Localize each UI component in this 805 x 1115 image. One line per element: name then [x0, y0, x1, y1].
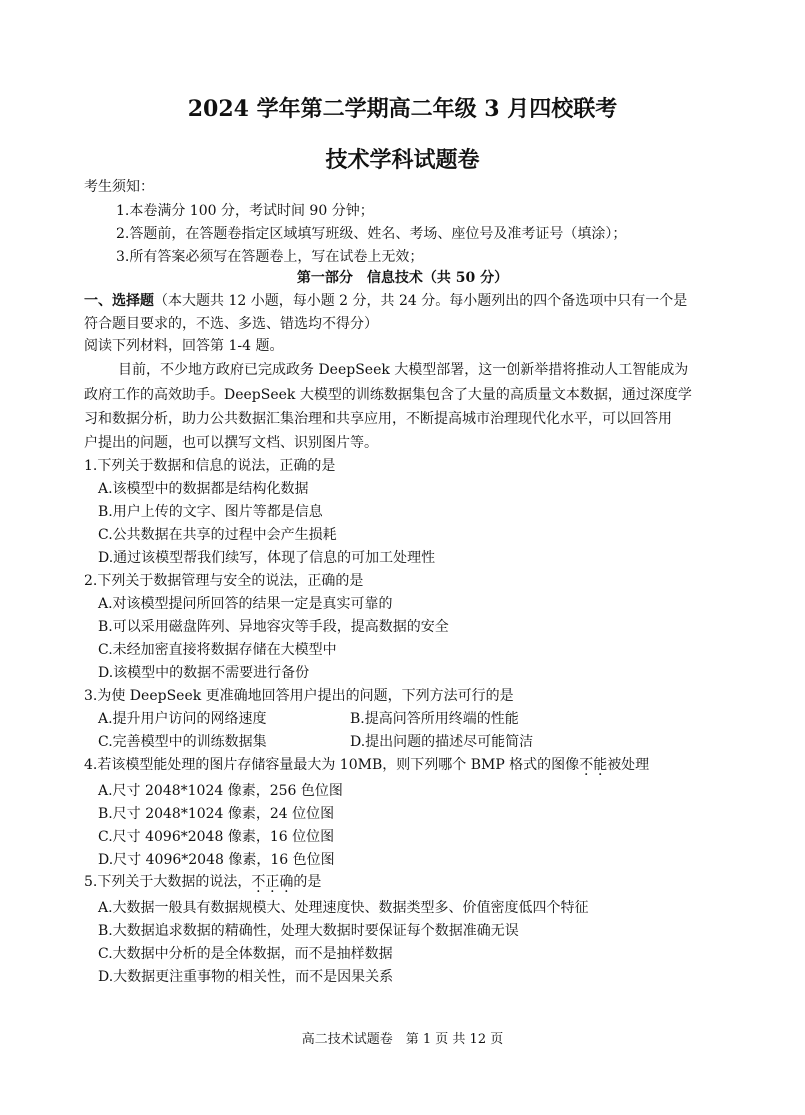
question-stem: 2.下列关于数据管理与安全的说法，正确的是 [84, 573, 364, 589]
answer-option: D.尺寸 4096*2048 像素，16 色位图 [98, 852, 335, 868]
page-footer: 高二技术试题卷 第 1 页 共 12 页 [301, 1032, 504, 1047]
section-intro [84, 291, 687, 311]
answer-option: D.提出问题的描述尽可能简洁 [350, 734, 534, 750]
answer-option: C.大数据中分析的是全体数据，而不是抽样数据 [98, 946, 393, 962]
exam-title: 2024 学年第二学期高二年级 3 月四校联考 [187, 96, 618, 122]
emphasis-mark: 正 [265, 874, 280, 890]
answer-option: C.未经加密直接将数据存储在大模型中 [98, 642, 337, 658]
answer-option: B.大数据追求数据的精确性，处理大数据时要保证每个数据准确无误 [98, 923, 519, 939]
answer-option: A.提升用户访问的网络速度 [98, 711, 267, 727]
section-heading: 一、选择题 [84, 293, 154, 309]
part-heading: 第一部分 信息技术（共 50 分） [296, 270, 509, 286]
answer-option: A.大数据一般具有数据规模大、处理速度快、数据类型多、价值密度低四个特征 [98, 900, 589, 916]
notice-label: 考生须知： [84, 179, 154, 195]
exam-subtitle: 技术学科试题卷 [325, 147, 480, 173]
answer-option: D.该模型中的数据不需要进行备份 [98, 665, 310, 681]
answer-option: C.公共数据在共享的过程中会产生损耗 [98, 527, 337, 543]
answer-option: A.对该模型提问所回答的结果一定是真实可靠的 [98, 596, 393, 612]
passage-line: 户提出的问题，也可以撰写文档、识别图片等。 [84, 435, 378, 451]
section-desc: （本大题共 12 小题，每小题 2 分，共 24 分。每小题列出的四个备选项中只有一个是 [154, 293, 688, 309]
passage-line: 政府工作的高效助手。DeepSeek 大模型的训练数据集包含了大量的高质量文本数据，通过深度学 [84, 387, 692, 403]
section-desc: 符合题目要求的，不选、多选、错选均不得分） [84, 316, 378, 332]
question-stem [84, 755, 649, 775]
reading-intro: 阅读下列材料，回答第 1-4 题。 [84, 338, 284, 354]
question-stem: 1.下列关于数据和信息的说法，正确的是 [84, 458, 336, 474]
answer-option: B.提高问答所用终端的性能 [350, 711, 519, 727]
passage-line: 目前，不少地方政府已完成政务 DeepSeek 大模型部署，这一创新举措将推动人工智能成为 [118, 362, 689, 378]
answer-option: C.完善模型中的训练数据集 [98, 734, 267, 750]
answer-option: D.大数据更注重事物的相关性，而不是因果关系 [98, 969, 394, 985]
stem-text: 被处理 [607, 757, 650, 773]
answer-option: B.尺寸 2048*1024 像素，24 位位图 [98, 806, 335, 822]
answer-option: A.该模型中的数据都是结构化数据 [98, 481, 309, 497]
stem-text: 5.下列关于大数据的说法， [84, 874, 252, 890]
passage-line: 习和数据分析，助力公共数据汇集治理和共享应用，不断提高城市治理现代化水平，可以回答用 [84, 411, 672, 427]
answer-option: B.用户上传的文字、图片等都是信息 [98, 504, 323, 520]
question-stem: 3.为使 DeepSeek 更准确地回答用户提出的问题，下列方法可行的是 [84, 688, 514, 704]
answer-option: C.尺寸 4096*2048 像素，16 位位图 [98, 829, 335, 845]
emphasis-mark: 不 [251, 874, 266, 890]
emphasis-mark: 不 [579, 757, 594, 773]
answer-option: A.尺寸 2048*1024 像素，256 色位图 [98, 783, 343, 799]
notice-item: 1.本卷满分 100 分，考试时间 90 分钟； [116, 203, 374, 219]
answer-option: B.可以采用磁盘阵列、异地容灾等手段，提高数据的安全 [98, 619, 449, 635]
notice-item: 3.所有答案必须写在答题卷上，写在试卷上无效； [116, 249, 424, 265]
notice-item: 2.答题前，在答题卷指定区域填写班级、姓名、考场、座位号及准考证号（填涂）； [116, 226, 627, 242]
question-stem [84, 872, 321, 892]
emphasis-mark: 确 [279, 874, 294, 890]
stem-text: 4.若该模型能处理的图片存储容量最大为 10MB，则下列哪个 BMP 格式的图像 [84, 757, 580, 773]
answer-option: D.通过该模型帮我们续写，体现了信息的可加工处理性 [98, 550, 436, 566]
stem-text: 的是 [293, 874, 322, 890]
emphasis-mark: 能 [593, 757, 608, 773]
